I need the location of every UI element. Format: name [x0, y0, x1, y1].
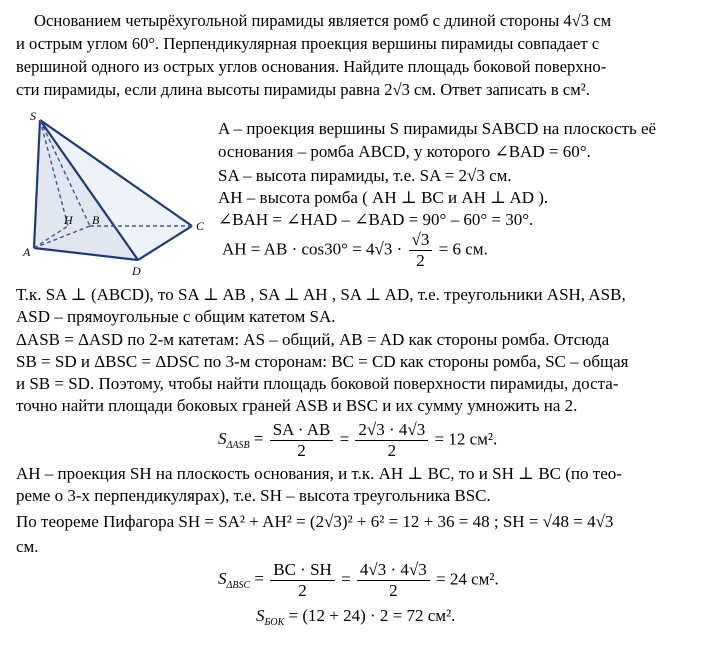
text-line-4: SB = SD и ΔBSC = ΔDSC по 3-м сторонам: BC = CD как стороны ромба, SC – общая — [16, 352, 629, 371]
s-asb-num-2: 2√3 · 4√3 — [355, 420, 428, 441]
ah-formula-den: 2 — [416, 251, 425, 270]
ah-formula-fraction — [409, 230, 433, 271]
s-bsc-num-1: BC · SH — [270, 560, 335, 581]
right-line-4: AH – высота ромба ( AH ⊥ BC и AH ⊥ AD ). — [218, 188, 549, 207]
label-h: H — [64, 213, 73, 227]
problem-line-3: вершиной одного из острых углов основания. Найдите площадь боковой поверхно- — [16, 57, 607, 76]
s-bsc-lhs: $S_{\Delta BSC}$ = — [218, 569, 264, 592]
label-d: D — [132, 264, 141, 278]
s-bsc-num-2: 4√3 · 4√3 — [357, 560, 430, 581]
s-bok-formula — [256, 605, 455, 634]
s-asb-formula: $S_{\Delta ASB}$ = $\frac{SA \cdot AB}{2}$ = $\frac{2√3 \cdot 4√3}{2}$ = 12 см². — [218, 420, 498, 460]
s-asb-num-1: SA · AB — [270, 420, 334, 441]
problem-line-2: и острым углом 60°. Перпендикулярная проекция вершины пирамиды совпадает с — [16, 34, 600, 53]
right-line-1: A – проекция вершины S пирамиды SABCD на плоскость её — [218, 119, 657, 138]
pyramid-figure — [20, 108, 215, 278]
text-line-5: и SB = SD. Поэтому, чтобы найти площадь боковой поверхности пирамиды, доста- — [16, 374, 619, 393]
ah-formula-right: = 6 см. — [438, 239, 488, 259]
problem-line-4: сти пирамиды, если длина высоты пирамиды равна 2√3 см. Ответ записать в см². — [16, 80, 590, 99]
s-asb-lhs: $S_{\Delta ASB}$ = — [218, 429, 264, 452]
right-line-3: SA – высота пирамиды, т.е. SA = 2√3 см. — [218, 166, 512, 185]
text2-line-3: По теореме Пифагора SH = SA² + AH² = (2√3)² + 6² = 12 + 36 = 48 ; SH = √48 = 4√3 — [16, 512, 614, 531]
s-asb-den-1: 2 — [297, 441, 306, 460]
s-asb-fraction-2 — [355, 420, 428, 461]
s-bsc-den-2: 2 — [389, 581, 398, 600]
s-bsc-fraction-1 — [270, 560, 335, 601]
right-line-2: основания – ромба ABCD, у которого ∠BAD = 60°. — [218, 142, 591, 161]
text-line-3: ΔASB = ΔASD по 2-м катетам: AS – общий, AB = AD как стороны ромба. Отсюда — [16, 330, 610, 349]
label-c: C — [196, 219, 205, 233]
problem-line-1: Основанием четырёхугольной пирамиды является ромб с длиной стороны 4√3 см — [34, 11, 612, 30]
text2-line-1: AH – проекция SH на плоскость основания, и т.к. AH ⊥ BC, то и SH ⊥ BC (по тео- — [16, 464, 622, 483]
label-a: A — [23, 245, 31, 259]
label-s: S — [30, 109, 36, 123]
text-line-2: ASD – прямоугольные с общим катетом SA. — [16, 307, 336, 326]
s-bsc-result: = 24 см². — [436, 569, 499, 589]
text-line-1: Т.к. SA ⊥ (ABCD), то SA ⊥ AB , SA ⊥ AH , SA ⊥ AD, т.е. треугольники ASH, ASB, — [16, 285, 626, 304]
s-asb-result: = 12 см². — [434, 429, 498, 449]
s-bok-expr: = (12 + 24) · 2 = 72 см². — [288, 606, 456, 625]
text2-line-2: реме о 3-х перпендикулярах), т.е. SH – высота треугольника BSC. — [16, 486, 491, 505]
right-line-5: ∠BAH = ∠HAD – ∠BAD = 90° – 60° = 30°. — [218, 210, 534, 229]
s-bok-lhs: S — [256, 606, 265, 625]
text2-line-4: см. — [16, 537, 39, 556]
s-asb-fraction-1 — [270, 420, 334, 461]
s-bsc-formula: $S_{\Delta BSC}$ = $\frac{BC \cdot SH}{2}$ = $\frac{4√3 \cdot 4√3}{2}$ = 24 см². — [218, 560, 499, 600]
s-bok-sub: БОК — [264, 617, 285, 628]
s-bsc-den-1: 2 — [298, 581, 307, 600]
ah-formula-num: √3 — [409, 230, 433, 251]
s-asb-den-2: 2 — [387, 441, 397, 460]
s-bsc-fraction-2 — [357, 560, 430, 601]
text-line-6: точно найти площади боковых граней ASB и BSC и их сумму умножить на 2. — [16, 396, 578, 415]
ah-formula-left: AH = AB · cos30° = 4√3 · — [222, 239, 403, 259]
ah-formula — [222, 230, 488, 271]
label-b: B — [92, 213, 100, 227]
